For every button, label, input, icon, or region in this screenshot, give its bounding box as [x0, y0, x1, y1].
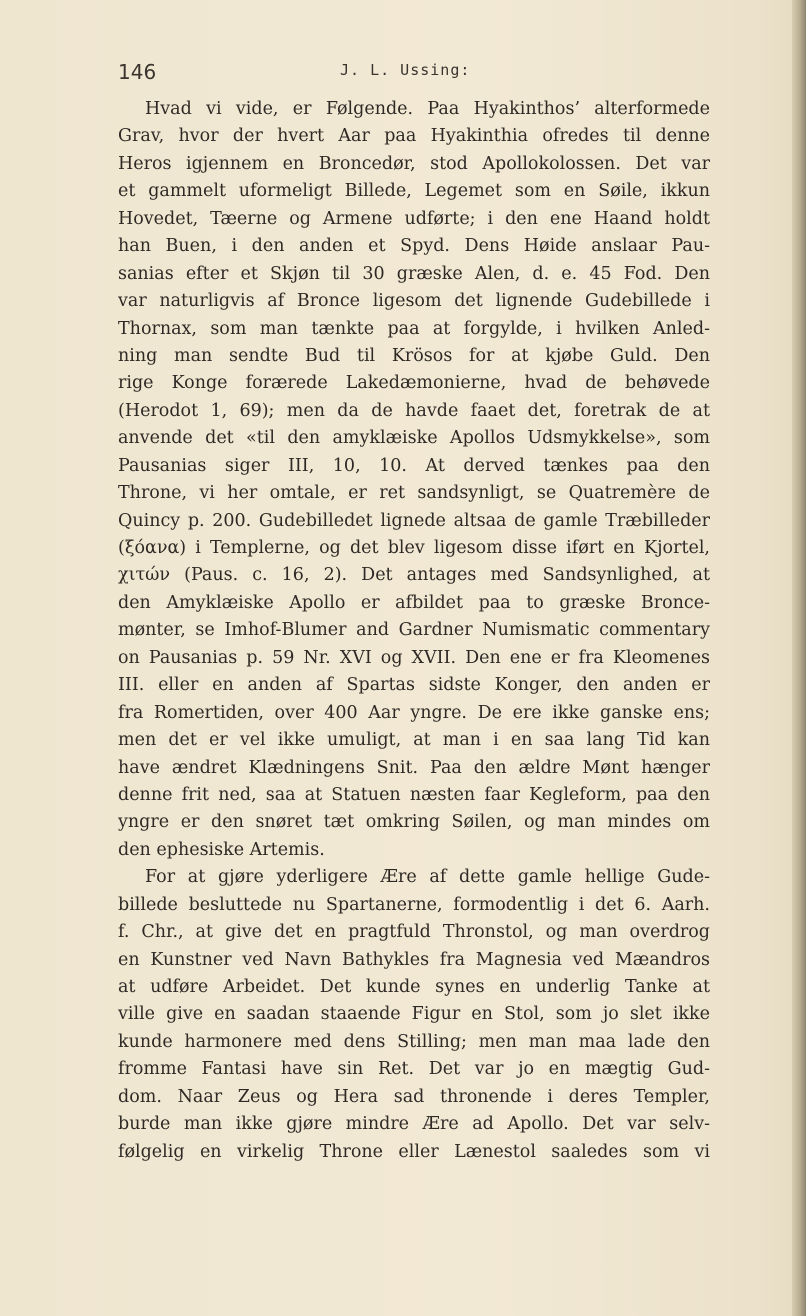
text-line: mønter, se Imhof-Blumer and Gardner Numismatic commentary: [118, 620, 710, 641]
text-line: f. Chr., at give det en pragtfuld Thronstol, og man overdrog: [118, 922, 710, 943]
text-line: var naturligvis af Bronce ligesom det lignende Gudebillede i: [118, 291, 710, 312]
text-line: Pausanias siger III, 10, 10. At derved tænkes paa den: [118, 455, 710, 476]
text-line: Grav, hvor der hvert Aar paa Hyakinthia ofredes til denne: [118, 126, 710, 147]
text-line: kunde harmonere med dens Stilling; men man maa lade den: [118, 1031, 710, 1052]
text-line: den ephesiske Artemis.: [118, 839, 325, 860]
text-line: Hovedet, Tæerne og Armene udførte; i den ene Haand holdt: [118, 208, 710, 229]
text-line: burde man ikke gjøre mindre Ære ad Apollo. Det var selv-: [118, 1114, 710, 1135]
text-line: on Pausanias p. 59 Nr. XVI og XVII. Den ene er fra Kleomenes: [118, 647, 710, 668]
text-line: For at gjøre yderligere Ære af dette gamle hellige Gude-: [145, 867, 710, 888]
text-line: sanias efter et Skjøn til 30 græske Alen, d. e. 45 Fod. Den: [118, 263, 710, 284]
text-line: fromme Fantasi have sin Ret. Det var jo en mægtig Gud-: [118, 1059, 710, 1080]
text-line: Thornax, som man tænkte paa at forgylde, i hvilken Anled-: [118, 318, 710, 339]
text-line: følgelig en virkelig Throne eller Lænestol saaledes som vi: [118, 1141, 710, 1162]
text-line: χιτών (Paus. c. 16, 2). Det antages med Sandsynlighed, at: [118, 565, 710, 586]
text-line: (Herodot 1, 69); men da de havde faaet det, foretrak de at: [118, 400, 710, 421]
text-line: yngre er den snøret tæt omkring Søilen, og man mindes om: [118, 812, 710, 833]
text-line: Throne, vi her omtale, er ret sandsynligt, se Quatremère de: [118, 483, 710, 504]
text-line: fra Romertiden, over 400 Aar yngre. De ere ikke ganske ens;: [118, 702, 710, 723]
text-line: denne frit ned, saa at Statuen næsten faar Kegleform, paa den: [118, 784, 710, 805]
text-line: Hvad vi vide, er Følgende. Paa Hyakinthos’ alterformede: [145, 99, 710, 119]
text-line: han Buen, i den anden et Spyd. Dens Høide anslaar Pau-: [118, 236, 710, 257]
text-line: men det er vel ikke umuligt, at man i en saa lang Tid kan: [118, 730, 710, 751]
text-line: en Kunstner ved Navn Bathykles fra Magnesia ved Mæandros: [118, 949, 710, 970]
text-line: Quincy p. 200. Gudebilledet lignede altsaa de gamle Træbilleder: [118, 510, 710, 531]
text-line: (ξόανα) i Templerne, og det blev ligesom disse iført en Kjortel,: [118, 538, 710, 558]
text-line: Heros igjennem en Broncedør, stod Apollokolossen. Det var: [118, 153, 710, 174]
text-line: III. eller en anden af Spartas sidste Konger, den anden er: [118, 675, 710, 696]
text-line: have ændret Klædningens Snit. Paa den ældre Mønt hænger: [118, 757, 710, 778]
text-line: den Amyklæiske Apollo er afbildet paa to græske Bronce-: [118, 592, 710, 613]
text-line: ville give en saadan staaende Figur en Stol, som jo slet ikke: [118, 1004, 710, 1025]
page-header: [118, 50, 708, 90]
text-line: anvende det «til den amyklæiske Apollos Udsmykkelse», som: [118, 428, 710, 449]
page-number: 146: [118, 60, 157, 84]
text-line: ning man sendte Bud til Krösos for at kjøbe Guld. Den: [118, 345, 710, 366]
text-line: billede besluttede nu Spartanerne, formodentlig i det 6. Aarh.: [118, 894, 710, 915]
text-line: dom. Naar Zeus og Hera sad thronende i deres Templer,: [118, 1086, 710, 1107]
text-line: rige Konge forærede Lakedæmonierne, hvad de behøvede: [118, 373, 710, 394]
page-edge: [792, 0, 806, 1316]
body-text: [118, 96, 710, 1166]
running-head: J. L. Ussing:: [340, 61, 471, 79]
text-line: et gammelt uformeligt Billede, Legemet som en Søile, ikkun: [118, 181, 710, 202]
text-line: at udføre Arbeidet. Det kunde synes en underlig Tanke at: [118, 977, 710, 997]
